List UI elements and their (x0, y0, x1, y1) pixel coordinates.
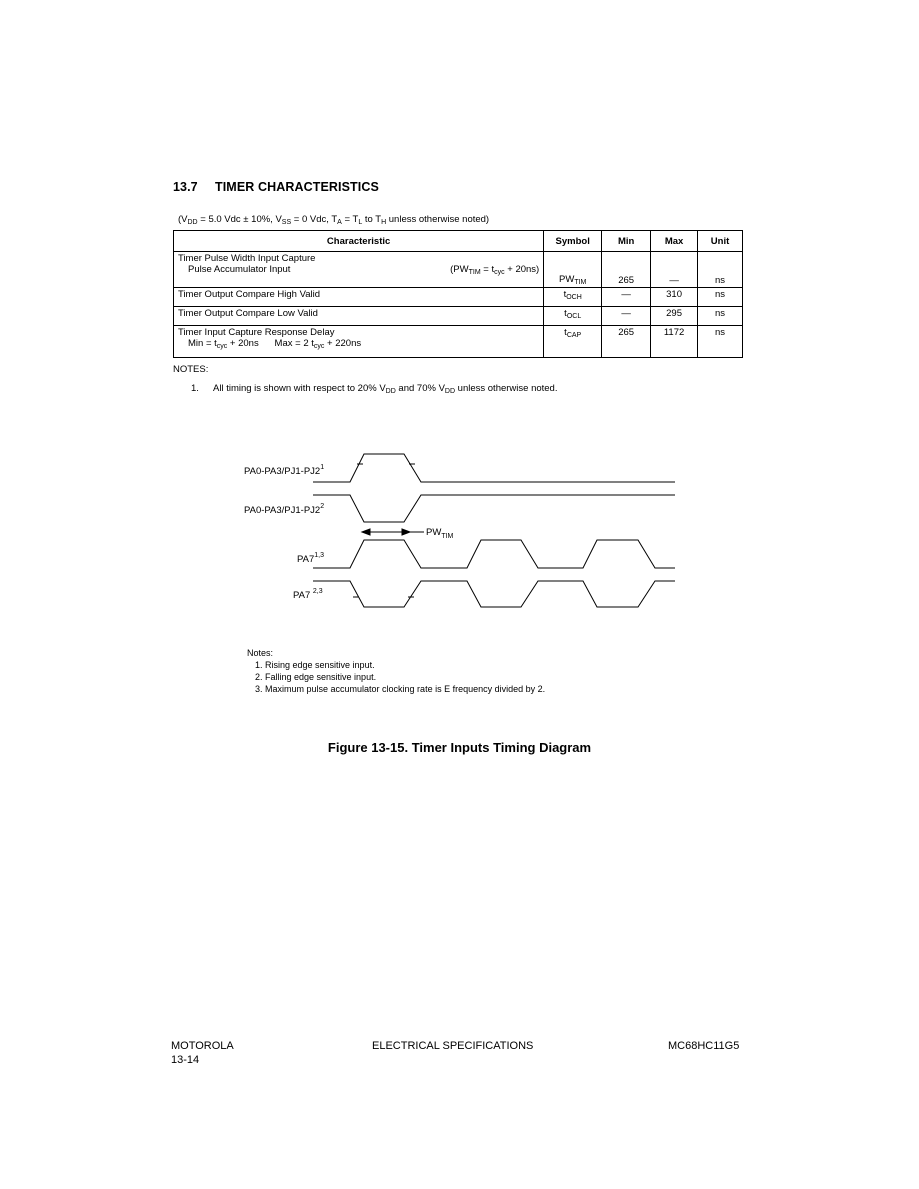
characteristic-cell: Timer Input Capture Response Delay Min = $t_{cyc} + 20ns$ Max = 2 $t_{cyc} + 220ns$ (174, 326, 544, 358)
section-title: TIMER CHARACTERISTICS (215, 180, 379, 194)
header-symbol: Symbol (544, 231, 602, 252)
operating-conditions: ($V_{DD} = 5.0$ Vdc ± 10%, $V_{SS} = 0$ Vdc, $T_A = T_L$ to $T_H$ unless otherwise noted) (178, 214, 490, 226)
unit-cell: ns (698, 326, 743, 358)
min-cell: 265 (602, 252, 651, 288)
table-notes-label: NOTES: (173, 364, 209, 375)
footer-center: ELECTRICAL SPECIFICATIONS (372, 1040, 534, 1052)
pw-formula: $(PW_{TIM} = t_{cyc} + 20ns)$ (450, 264, 540, 276)
min-cell: — (602, 307, 651, 326)
figure-notes (247, 647, 545, 695)
table-note-1: 1. All timing is shown with respect to 20% $V_{DD}$ and 70% $V_{DD}$ unless otherwise noted. (191, 383, 558, 395)
unit-cell: ns (698, 307, 743, 326)
header-unit: Unit (698, 231, 743, 252)
min-cell: — (602, 288, 651, 307)
footer-left: MOTOROLA (171, 1040, 234, 1052)
signal-label-1: $PA0-PA3/PJ1-PJ2^1$ (244, 464, 325, 477)
footer-right: MC68HC11G5 (668, 1040, 740, 1052)
max-cell: 295 (651, 307, 698, 326)
max-cell: 310 (651, 288, 698, 307)
section-number: 13.7 (173, 180, 198, 194)
symbol-cell: $t_{CAP}$ (544, 326, 602, 358)
symbol-cell: $t_{OCL}$ (544, 307, 602, 326)
header-max: Max (651, 231, 698, 252)
characteristic-cell: Timer Output Compare High Valid (174, 288, 544, 307)
figure-note: 2. Falling edge sensitive input. (255, 672, 377, 682)
waveform-pa0-rising (313, 454, 675, 482)
figure-note: 1. Rising edge sensitive input. (255, 660, 375, 670)
characteristic-cell: Timer Pulse Width Input Capture Pulse Accumulator Input $(PW_{TIM} = t_{cyc} + 20ns)$ (174, 252, 544, 288)
figure-note: 3. Maximum pulse accumulator clocking rate is E frequency divided by 2. (255, 684, 546, 694)
waveform-pa0-falling (313, 495, 675, 522)
characteristic-cell: Timer Output Compare Low Valid (174, 307, 544, 326)
max-cell: — (651, 252, 698, 288)
figure-caption: Figure 13-15. Timer Inputs Timing Diagram (327, 740, 592, 755)
signal-label-2: $PA0-PA3/PJ1-PJ2^2$ (244, 503, 325, 516)
waveform-pa7-falling (313, 581, 675, 607)
arrowhead-right (402, 529, 410, 535)
min-cell: 265 (602, 326, 651, 358)
signal-label-3: PA7$^{1,3}$ (297, 552, 324, 565)
unit-cell: ns (698, 288, 743, 307)
arrowhead-left (362, 529, 370, 535)
header-min: Min (602, 231, 651, 252)
figure-notes-title: Notes: (247, 648, 274, 658)
symbol-cell: $t_{OCH}$ (544, 288, 602, 307)
waveform-pa7-rising (313, 540, 675, 568)
header-characteristic: Characteristic (174, 231, 544, 252)
symbol-cell: $PW_{TIM}$ (544, 252, 602, 288)
pw-tim-label: $PW_{TIM}$ (426, 527, 454, 540)
unit-cell: ns (698, 252, 743, 288)
footer-page-number: 13-14 (171, 1054, 200, 1066)
max-cell: 1172 (651, 326, 698, 358)
signal-label-4: PA7 $^{2,3}$ (293, 588, 323, 601)
